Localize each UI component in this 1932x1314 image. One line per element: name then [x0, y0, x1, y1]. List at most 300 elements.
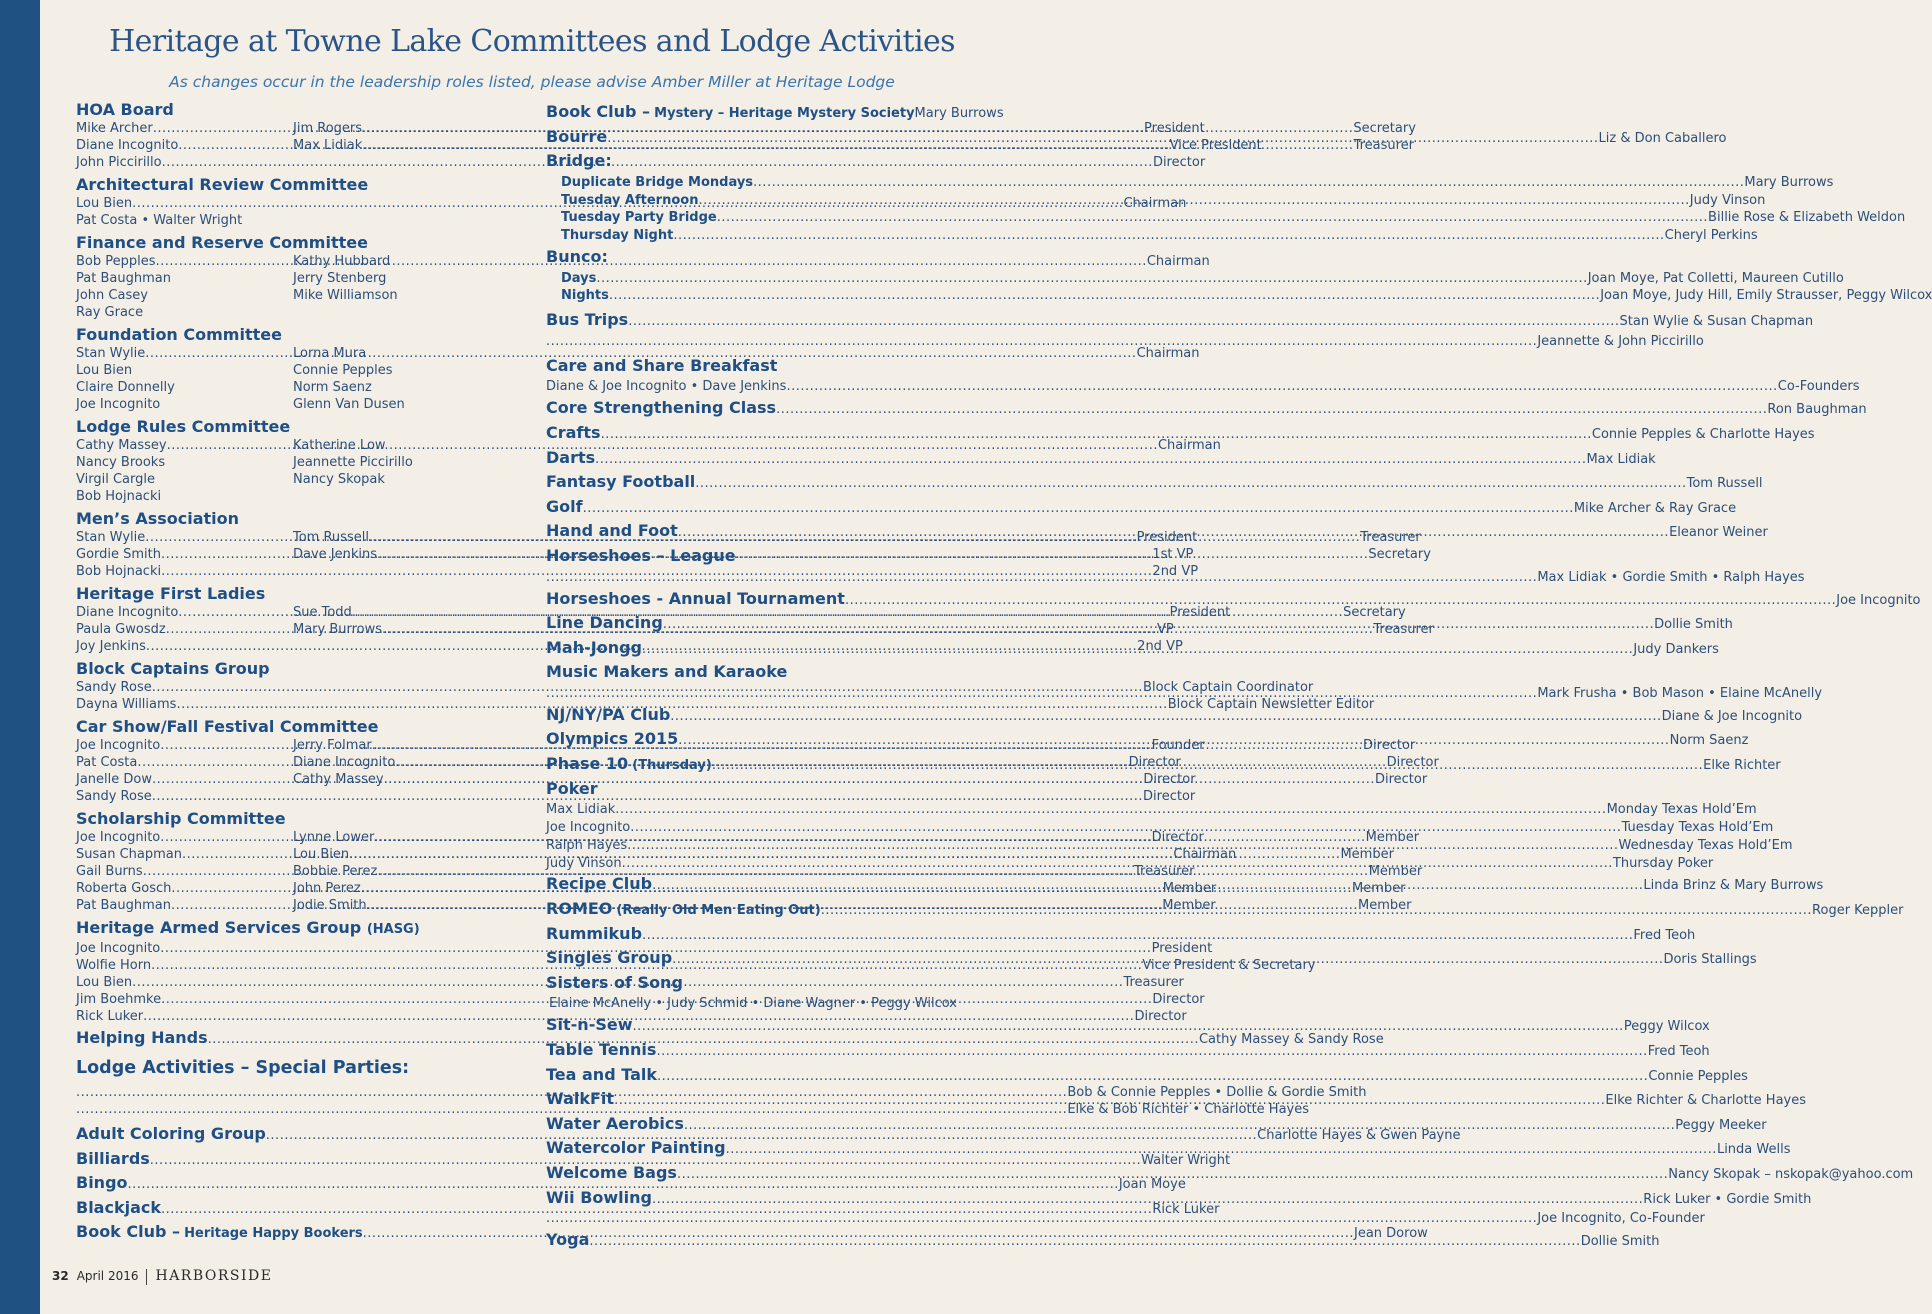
- bunco-title: Bunco:: [546, 246, 608, 266]
- member-name: Diane Incognito: [76, 605, 179, 620]
- member-role: Director: [1128, 755, 1181, 770]
- member-role: VP: [1157, 622, 1174, 637]
- member-name: Cathy Massey: [76, 438, 167, 453]
- member-cell: [293, 638, 498, 655]
- member-role: Director: [1134, 1009, 1187, 1024]
- care-share-line: Diane & Joe Incognito • Dave Jenkins ..... Co-Founders: [546, 378, 969, 396]
- member-role: Director: [1143, 789, 1196, 804]
- member-name: Tom Russell: [293, 530, 369, 545]
- dot-leader: [614, 1089, 1605, 1114]
- member-role: Treasurer: [1353, 138, 1415, 153]
- dot-leader: [672, 948, 1663, 973]
- member-row: [76, 362, 498, 379]
- dot-leader: [656, 1040, 1647, 1065]
- member-cell: [293, 362, 498, 379]
- horseshoes-league-title-row: Horseshoes – League: [546, 545, 736, 565]
- activity-leader: Walter Wright: [1141, 1152, 1231, 1168]
- member-name: Stan Wylie: [76, 530, 146, 545]
- sisters-title-row: Sisters of Song: [546, 972, 683, 992]
- page-title: Heritage at Towne Lake Committees and Lodge Activities: [109, 24, 955, 59]
- member-role: Secretary: [1353, 121, 1416, 136]
- member-role: Treasurer: [1360, 530, 1421, 545]
- sub-activity-row: [546, 174, 1834, 192]
- activity-leader: Linda Wells: [1716, 1142, 1791, 1158]
- member-name: Mike Williamson: [293, 288, 398, 303]
- member-role: Member: [1162, 881, 1217, 896]
- dot-leader: [678, 729, 1669, 754]
- member-cell: [76, 396, 281, 413]
- member-cell: [293, 563, 498, 580]
- member-name: Ray Grace: [76, 305, 144, 320]
- section-title-finance: Finance and Reserve Committee: [76, 233, 368, 252]
- member-line: [76, 679, 1314, 696]
- dot-leader: [630, 819, 1621, 837]
- bunco-title-row: [546, 245, 969, 270]
- section-title-foundation: Foundation Committee: [76, 325, 282, 344]
- activity-name: Singles Group: [546, 948, 673, 968]
- member-name: Jim Rogers: [293, 121, 363, 136]
- member-role: Chairman: [1157, 438, 1221, 453]
- member-role: Member: [1368, 864, 1423, 879]
- sub-activity-leader: Joan Moye, Judy Hill, Emily Strausser, Peggy Wilcox: [1600, 288, 1932, 304]
- member-row: [76, 345, 1200, 362]
- activity-leader: Peggy Wilcox: [1623, 1019, 1710, 1035]
- sub-activity-leader: Joan Moye, Pat Colletti, Maureen Cutillo: [1587, 270, 1844, 286]
- member-name: Bob Pepples: [76, 254, 156, 269]
- activity-name: Water Aerobics: [546, 1113, 684, 1133]
- member-row: [76, 471, 498, 488]
- hasg-suffix: (HASG): [366, 922, 420, 937]
- member-role: Block Captain Newsletter Editor: [1167, 697, 1375, 712]
- activity-name: Recipe Club: [546, 874, 653, 894]
- sub-activity-row: [546, 801, 1757, 819]
- member-name: Virgil Cargle: [76, 472, 155, 487]
- member-cell: [293, 488, 498, 505]
- member-row: [76, 270, 498, 287]
- footer-divider: [146, 1269, 147, 1285]
- member-name: Pat Baughman: [76, 898, 171, 913]
- member-name: John Casey: [76, 288, 148, 303]
- dot-leader: [622, 855, 1613, 873]
- member-role: Chairman: [1146, 254, 1210, 269]
- member-cell: [76, 304, 281, 321]
- member-role: Treasurer: [1134, 864, 1195, 879]
- member-name: Gail Burns: [76, 864, 143, 879]
- member-name: Jodie Smith: [293, 898, 367, 913]
- activity-name: Phase 10: [546, 754, 629, 774]
- member-cell: [76, 471, 281, 488]
- activity-name: Horseshoes - Annual Tournament: [546, 588, 845, 608]
- activity-leader: Doris Stallings: [1663, 952, 1757, 968]
- member-name: Pat Costa: [76, 755, 138, 770]
- member-cell: [76, 379, 281, 396]
- member-name: Bobbie Perez: [293, 864, 378, 879]
- activity-name: Table Tennis: [546, 1040, 657, 1059]
- sub-activity-row: [546, 227, 1758, 245]
- activity-leader: Fred Teoh: [1647, 1044, 1710, 1059]
- sub-activity-leader: Thursday Poker: [1612, 855, 1714, 871]
- activity-leader: Tom Russell: [1686, 476, 1763, 492]
- sub-activity-name: Nights: [561, 288, 609, 304]
- dot-leader: [652, 874, 1643, 899]
- member-cell: [293, 454, 498, 471]
- member-line: [76, 212, 498, 229]
- member-role: Member: [1340, 847, 1394, 862]
- sub-activity-leader: Tuesday Texas Hold’Em: [1621, 820, 1774, 836]
- activity-leader: Charlotte Hayes & Gwen Payne: [1257, 1128, 1461, 1143]
- activity-name: Hand and Foot: [546, 521, 678, 541]
- helping-hands-title: Helping Hands: [76, 1028, 208, 1047]
- bridge-title: Bridge:: [546, 151, 612, 171]
- activity-row: [546, 495, 1737, 520]
- section-title-carshow: Car Show/Fall Festival Committee: [76, 717, 379, 736]
- activity-leader: Dollie Smith: [1580, 1234, 1660, 1250]
- activity-name: NJ/NY/PA Club: [546, 704, 671, 724]
- sub-activity-leader: Wednesday Texas Hold’Em: [1618, 837, 1793, 853]
- sub-activity-row: [546, 209, 1906, 227]
- member-name: Joe Incognito: [76, 397, 161, 412]
- dot-leader: [596, 270, 1587, 288]
- member-name: Joe Incognito: [76, 738, 161, 753]
- member-name: Wolfie Horn: [76, 958, 152, 973]
- sub-activity-name: Tuesday Party Bridge: [561, 210, 717, 226]
- dot-leader: [673, 227, 1664, 245]
- page-number: 32: [52, 1269, 69, 1283]
- member-names: Pat Costa • Walter Wright: [76, 213, 243, 228]
- member-role: Director: [1374, 772, 1428, 787]
- dot-leader: [663, 613, 1654, 638]
- activity-name: Core Strengthening Class: [546, 398, 777, 418]
- activity-name: Tea and Talk: [546, 1064, 657, 1084]
- magazine-name: HARBORSIDE: [155, 1268, 273, 1284]
- section-title-mens: Men’s Association: [76, 509, 240, 528]
- member-name: Jim Boehmke: [76, 992, 162, 1007]
- member-line: [76, 696, 1375, 713]
- sub-activity-name: Max Lidiak: [546, 802, 616, 818]
- member-row: [76, 379, 498, 396]
- member-cell: [76, 270, 281, 287]
- member-role: Founder: [1151, 738, 1205, 753]
- activity-name: Sit-n-Sew: [546, 1015, 633, 1035]
- activity-name: Line Dancing: [546, 613, 663, 633]
- member-name: Paula Gwosdz: [76, 622, 166, 637]
- member-cell: [76, 488, 281, 505]
- sub-activity-leader: Judy Vinson: [1689, 192, 1766, 208]
- page-subtitle: As changes occur in the leadership roles listed, please advise Amber Miller at Heritage Lodge: [169, 73, 895, 91]
- helping-hands-value: Cathy Massey & Sandy Rose: [1198, 1032, 1384, 1047]
- member-name: Bob Hojnacki: [76, 564, 162, 579]
- member-name: Joe Incognito: [76, 941, 161, 956]
- poker-title-row: Poker: [546, 778, 598, 798]
- member-role: President: [1144, 121, 1205, 136]
- member-role: Member: [1351, 881, 1406, 896]
- member-name: Diane Incognito: [293, 755, 396, 770]
- member-cell: [293, 788, 498, 805]
- member-name: Nancy Brooks: [76, 455, 166, 470]
- activity-row: [546, 470, 1763, 495]
- dot-leader: [753, 174, 1744, 192]
- activity-leader: Nancy Skopak – nskopak@yahoo.com: [1668, 1166, 1914, 1182]
- member-cell: [76, 287, 281, 304]
- member-name: Lou Bien: [293, 847, 350, 862]
- activity-name: Welcome Bags: [546, 1162, 677, 1182]
- member-name: Sandy Rose: [76, 789, 152, 804]
- activity-row: [546, 1186, 1812, 1211]
- section-title-hasg: Heritage Armed Services Group (HASG): [76, 918, 420, 937]
- activity-name: Bourre: [546, 126, 608, 146]
- activity-name: ROMEO: [546, 899, 613, 919]
- member-row: [76, 137, 1415, 154]
- section-title-scholarship: Scholarship Committee: [76, 809, 286, 828]
- activity-name: Yoga: [546, 1230, 590, 1250]
- activity-name: Billiards: [76, 1148, 150, 1168]
- member-role: Secretary: [1343, 605, 1406, 620]
- member-name: John Piccirillo: [76, 155, 162, 170]
- activity-row: [546, 308, 1814, 333]
- member-role: Treasurer: [1123, 975, 1184, 990]
- special-parties-title: Lodge Activities – Special Parties:: [76, 1058, 410, 1078]
- helping-hands-row: [76, 1028, 1384, 1048]
- member-name: Claire Donnelly: [76, 380, 175, 395]
- activity-name: Rummikub: [546, 923, 643, 943]
- dot-leader: [695, 472, 1686, 497]
- member-cell: [293, 437, 498, 454]
- dot-leader: [601, 423, 1592, 448]
- activity-name: Mah-Jongg: [546, 637, 642, 657]
- member-cell: [76, 454, 281, 471]
- member-role: Member: [1162, 898, 1216, 913]
- member-cell: [293, 270, 498, 287]
- member-name: Lou Bien: [76, 196, 133, 211]
- member-row: [76, 563, 1199, 580]
- member-name: Joy Jenkins: [76, 639, 146, 654]
- party-line: [76, 1101, 1310, 1118]
- sub-activity-name: Joe Incognito: [546, 820, 631, 836]
- member-name: Susan Chapman: [76, 847, 183, 862]
- member-role: Director: [1152, 155, 1206, 170]
- activity-leader: Peggy Meeker: [1675, 1117, 1767, 1133]
- member-row: [76, 454, 498, 471]
- activity-leader: Diane & Joe Incognito: [1661, 708, 1803, 724]
- activity-leader: Connie Pepples: [1648, 1068, 1748, 1084]
- member-role: Director: [1386, 755, 1439, 770]
- activity-leader: Roger Keppler: [1812, 903, 1904, 919]
- page-spine: [0, 0, 40, 1314]
- dot-leader: [677, 1163, 1668, 1188]
- activity-name: Olympics 2015: [546, 729, 679, 749]
- activity-leader: Ron Baughman: [1767, 402, 1867, 418]
- member-row: [76, 488, 498, 505]
- member-role: Member: [1365, 830, 1420, 845]
- member-cell: [293, 304, 498, 321]
- activity-leader: Liz & Don Caballero: [1598, 130, 1727, 146]
- party-names: Elke & Bob Richter • Charlotte Hayes: [1067, 1102, 1310, 1117]
- member-name: Norm Saenz: [293, 380, 372, 395]
- activity-book-club: [546, 100, 1004, 125]
- dot-leader: [776, 398, 1767, 423]
- member-cell: [293, 345, 498, 362]
- activity-leader: Norm Saenz: [1669, 733, 1749, 749]
- member-role: Secretary: [1368, 547, 1431, 562]
- dot-leader: [684, 1114, 1675, 1139]
- activity-leader: Elke Richter & Charlotte Hayes: [1605, 1093, 1807, 1109]
- activity-name: Golf: [546, 496, 583, 516]
- activity-leader: Joe Incognito: [1836, 592, 1921, 608]
- member-name: Bob Hojnacki: [76, 489, 162, 504]
- dot-leader: [821, 899, 1812, 924]
- activity-leader: Joan Moye: [1118, 1177, 1186, 1193]
- member-name: Stan Wylie: [76, 346, 146, 361]
- activity-name: Bus Trips: [546, 310, 629, 330]
- member-cell: [76, 563, 1199, 580]
- member-name: Nancy Skopak: [293, 472, 385, 487]
- page-footer: [52, 1268, 272, 1285]
- dot-leader: [726, 1138, 1717, 1163]
- activity-name: Fantasy Football: [546, 472, 696, 492]
- member-name: Max Lidiak: [293, 138, 363, 153]
- dot-leader: [717, 209, 1708, 227]
- activity-leader: Judy Dankers: [1633, 641, 1719, 657]
- member-name: Cathy Massey: [293, 772, 384, 787]
- member-role: President: [1151, 941, 1213, 956]
- member-role: Chairman: [1173, 847, 1237, 862]
- activity-name: Wii Bowling: [546, 1187, 652, 1207]
- activity-leader: Mary Burrows: [914, 106, 1004, 121]
- sub-activity-leader: Monday Texas Hold’Em: [1606, 802, 1757, 818]
- member-name: Sandy Rose: [76, 680, 152, 695]
- sub-activity-name: Tuesday Afternoon: [561, 192, 699, 208]
- member-name: Lynne Lower: [293, 830, 375, 845]
- member-cell: [293, 471, 498, 488]
- member-name: John Perez: [293, 881, 361, 896]
- member-role: Vice President & Secretary: [1142, 958, 1316, 973]
- activity-leader: Max Lidiak: [1586, 451, 1656, 467]
- bunco-list: [546, 270, 1932, 306]
- dot-leader: [670, 705, 1661, 730]
- activity-name: Bingo: [76, 1173, 128, 1193]
- activity-name: Book Club –: [76, 1222, 181, 1242]
- activity-name: Adult Coloring Group: [76, 1124, 266, 1143]
- member-name: Kathy Hubbard: [293, 254, 391, 269]
- activity-leader: Elke Richter: [1703, 758, 1781, 774]
- section-title-hoa: HOA Board: [76, 100, 174, 119]
- dot-leader: [627, 837, 1618, 855]
- activity-leader: Dollie Smith: [1654, 617, 1733, 633]
- member-cell: [293, 287, 498, 304]
- activity-row: [546, 396, 1867, 421]
- sub-activity-row: [546, 287, 1932, 305]
- member-name: Rick Luker: [76, 1009, 144, 1024]
- sub-activity-leader: Billie Rose & Elizabeth Weldon: [1708, 210, 1906, 226]
- party-names: Bob & Connie Pepples • Dollie & Gordie Smith: [1067, 1085, 1367, 1100]
- member-role: Chairman: [1123, 196, 1187, 211]
- continuation-line: ..... Joe Incognito, Co-Founder: [546, 1210, 969, 1228]
- sub-activity-name: Thursday Night: [561, 228, 674, 244]
- activity-leader: Jean Dorow: [1354, 1226, 1428, 1242]
- dot-leader: [628, 310, 1619, 335]
- member-name: Mary Burrows: [293, 622, 383, 637]
- member-name: Sue Todd: [293, 605, 352, 620]
- issue-date: April 2016: [76, 1269, 139, 1283]
- member-line: [76, 940, 1213, 957]
- member-row: [76, 304, 498, 321]
- member-name: Glenn Van Dusen: [293, 397, 405, 412]
- activity-leader: Eleanor Weiner: [1669, 525, 1768, 541]
- dot-leader: [609, 287, 1600, 305]
- section-block: [76, 679, 1375, 713]
- activity-row: [546, 922, 1696, 947]
- activity-name: Watercolor Painting: [546, 1138, 726, 1158]
- member-role: Director: [1152, 992, 1205, 1007]
- member-role: President: [1136, 530, 1198, 545]
- activity-subtitle: Mystery – Heritage Mystery Society: [654, 106, 915, 121]
- dot-leader: [642, 924, 1633, 949]
- activity-leader: Mike Archer & Ray Grace: [1573, 500, 1737, 516]
- activity-leader: Connie Pepples & Charlotte Hayes: [1591, 426, 1815, 442]
- member-row: [76, 437, 1221, 454]
- member-role: Member: [1357, 898, 1412, 913]
- dot-leader: [583, 497, 1574, 522]
- sub-activity-row: [546, 819, 1774, 837]
- dot-leader: [632, 1015, 1623, 1040]
- activity-name: Darts: [546, 447, 596, 467]
- activity-leader: Stan Wylie & Susan Chapman: [1619, 314, 1814, 330]
- sub-activity-name: Judy Vinson: [546, 855, 622, 871]
- care-share-title-row: [546, 354, 969, 379]
- member-name: Mike Archer: [76, 121, 153, 136]
- member-cell: [293, 396, 498, 413]
- sub-activity-row: [546, 270, 1844, 288]
- dot-leader: [607, 127, 1598, 152]
- member-role: 2nd VP: [1137, 639, 1183, 654]
- member-name: Lou Bien: [76, 975, 133, 990]
- section-title-ladies: Heritage First Ladies: [76, 584, 266, 603]
- member-cell: [293, 154, 498, 171]
- sub-activity-leader: Mary Burrows: [1744, 174, 1834, 190]
- member-cell: [293, 253, 498, 270]
- member-name: Joe Incognito: [76, 830, 161, 845]
- member-role: 2nd VP: [1152, 564, 1199, 579]
- section-title-block: Block Captains Group: [76, 659, 270, 678]
- member-name: Jerry Folmar: [293, 738, 372, 753]
- activity-leader: Rick Luker • Gordie Smith: [1643, 1191, 1812, 1207]
- member-name: Lou Bien: [76, 363, 133, 378]
- continuation-line: ..... Mark Frusha • Bob Mason • Elaine McAnelly: [546, 685, 969, 703]
- activity-wii: [546, 1186, 1812, 1211]
- sisters-members: Elaine McAnelly • Judy Schmid • Diane Wagner • Peggy Wilcox: [549, 996, 957, 1012]
- sub-activity-leader: Cheryl Perkins: [1664, 228, 1758, 244]
- continuation-line: ..... Max Lidiak • Gordie Smith • Ralph Hayes: [546, 569, 969, 587]
- dot-leader: [712, 754, 1703, 779]
- member-name: Lorna Mura: [293, 346, 367, 361]
- member-name: Gordie Smith: [76, 547, 162, 562]
- member-row: [76, 396, 498, 413]
- activity-row: [546, 100, 1004, 125]
- dot-leader: [845, 589, 1836, 614]
- member-role: 1st VP: [1152, 547, 1194, 562]
- dot-leader: [615, 801, 1606, 819]
- activity-row: [546, 446, 1656, 471]
- member-role: Director: [1151, 830, 1204, 845]
- music-title-row: Music Makers and Karaoke: [546, 662, 788, 682]
- member-row: [76, 287, 498, 304]
- member-name: Janelle Dow: [76, 772, 152, 787]
- dot-leader: [589, 1230, 1580, 1255]
- sub-activity-name: Duplicate Bridge Mondays: [561, 174, 754, 190]
- activity-leader: Fred Teoh: [1633, 927, 1696, 943]
- member-name: Dayna Williams: [76, 697, 177, 712]
- member-role: Vice President: [1169, 138, 1262, 153]
